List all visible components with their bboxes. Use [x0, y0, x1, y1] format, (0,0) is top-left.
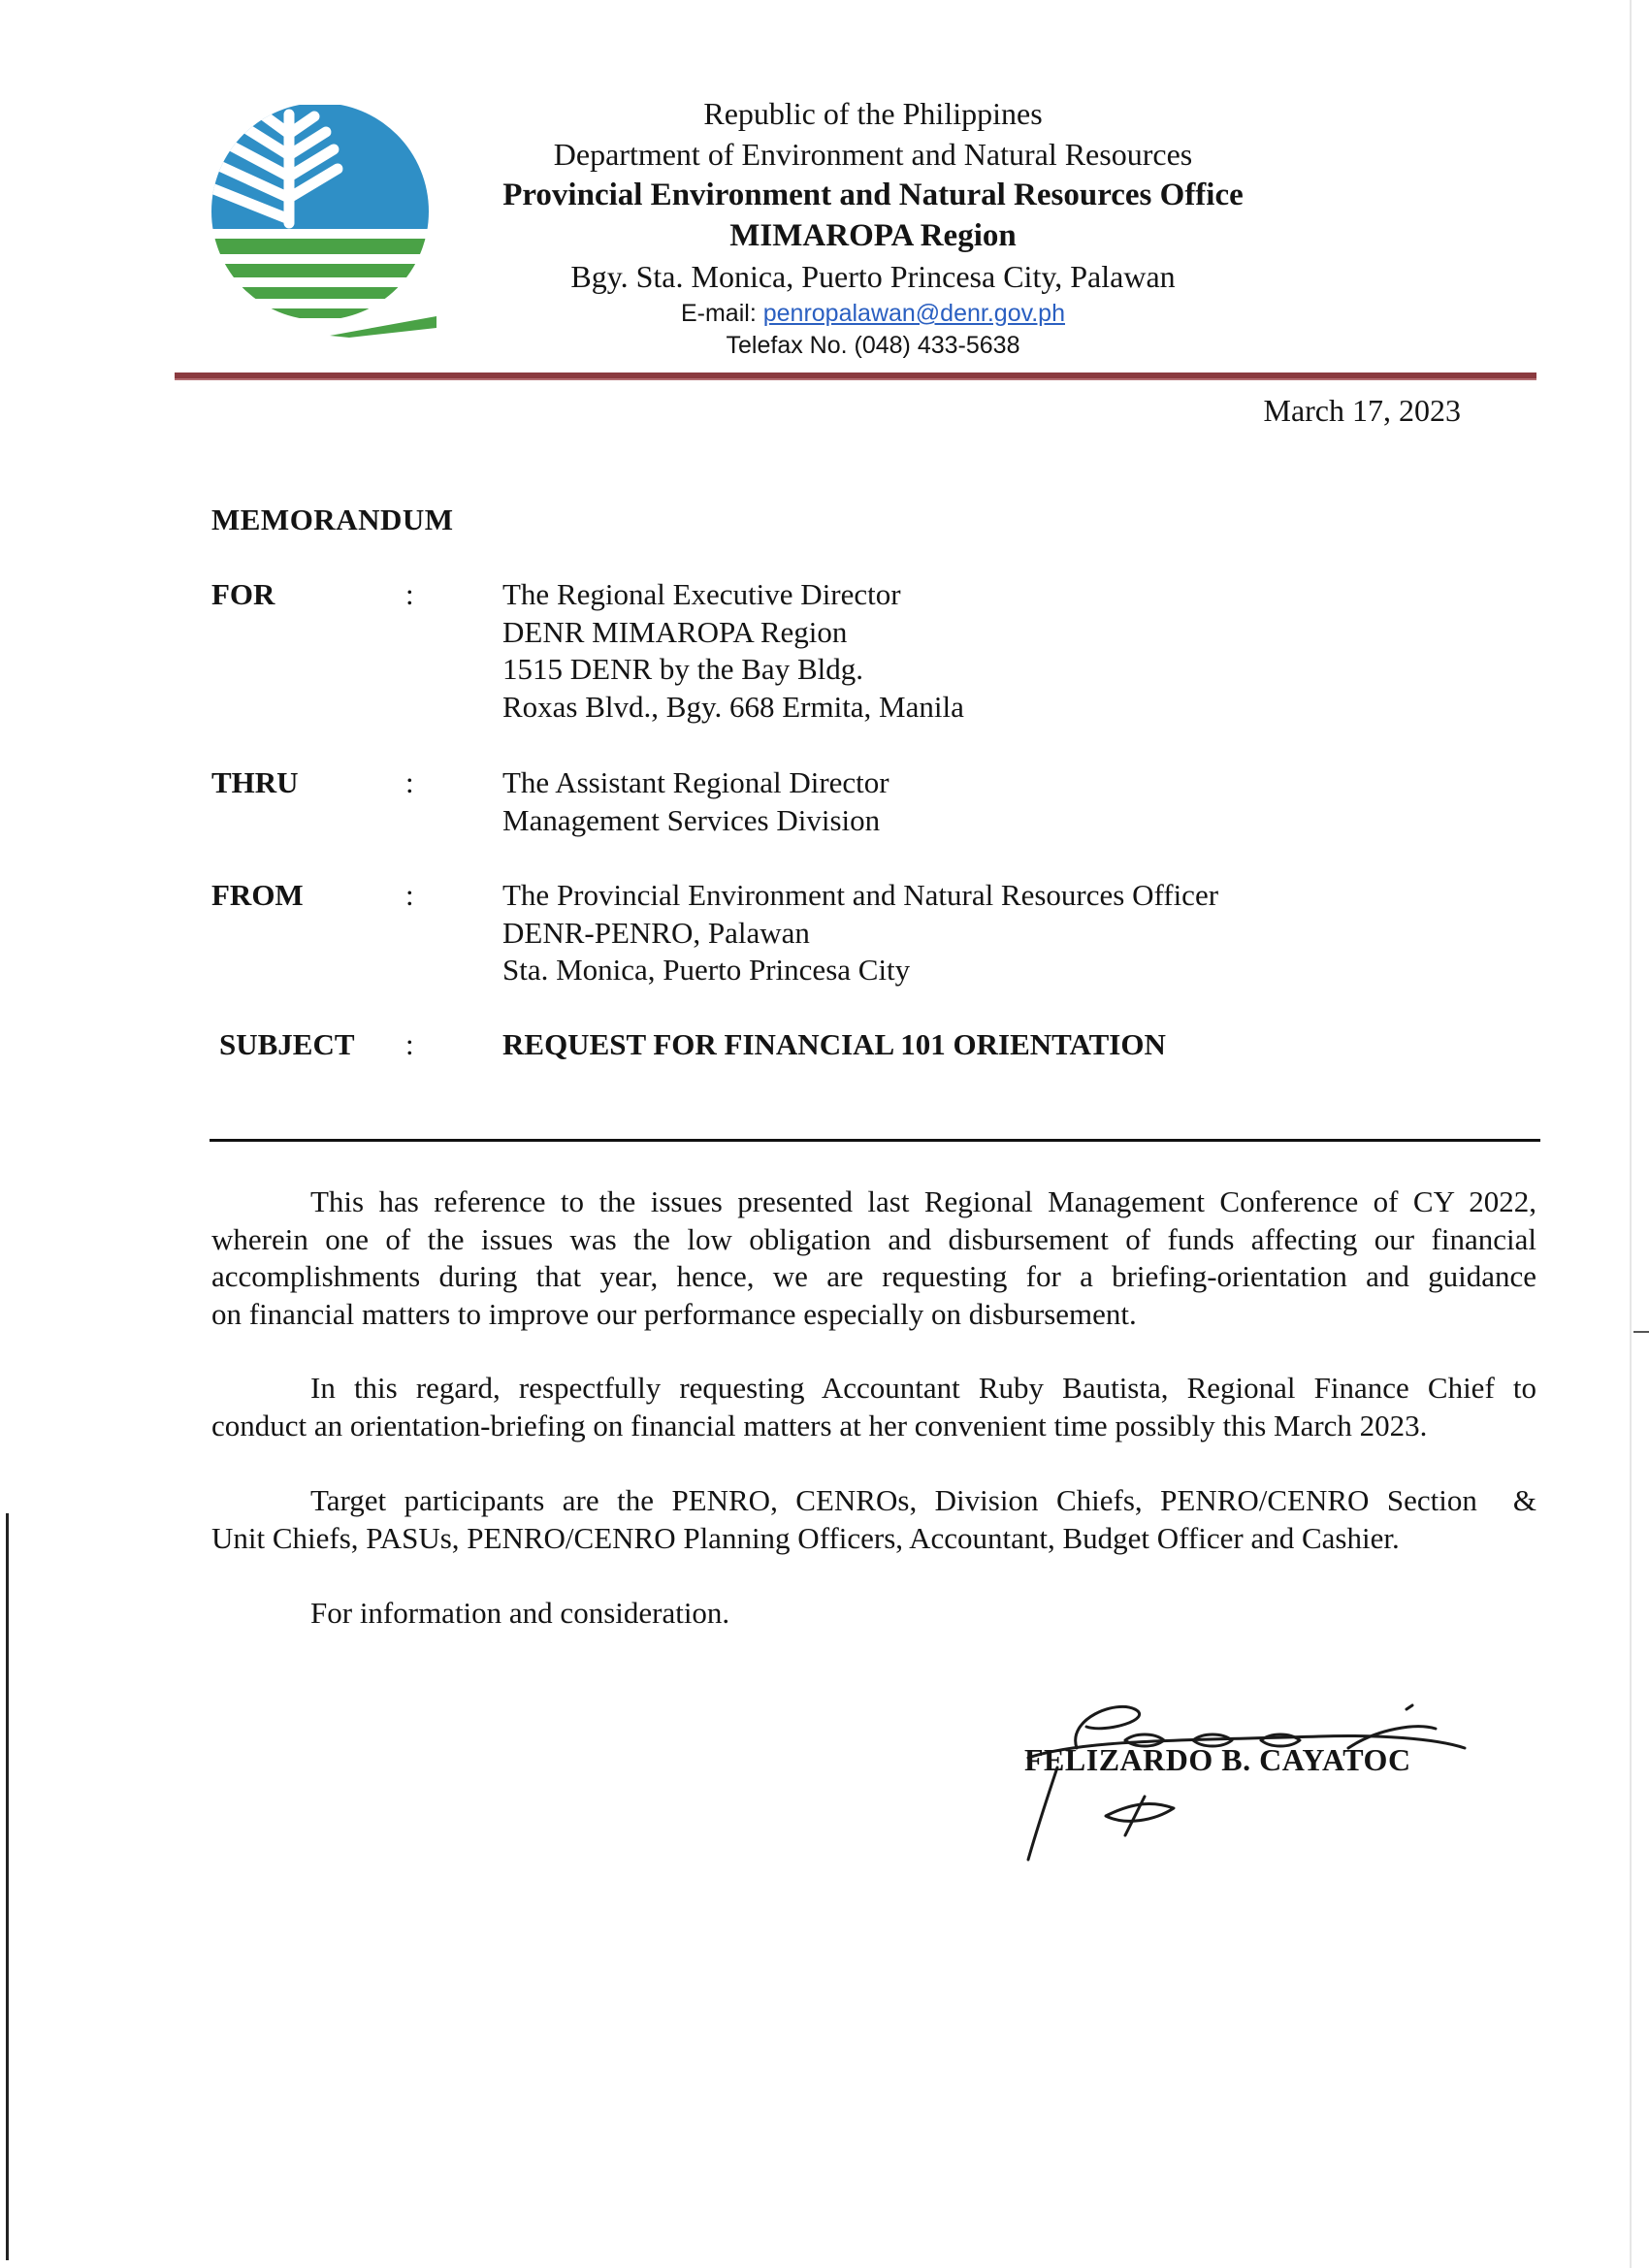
field-value: [502, 764, 889, 839]
letterhead-email-row: [349, 297, 1397, 330]
field-label: SUBJECT: [219, 1027, 355, 1061]
field-value: [502, 877, 1218, 989]
field-line: The Assistant Regional Director: [502, 765, 889, 799]
header-divider: [175, 373, 1536, 380]
scan-mark: [1633, 1331, 1649, 1333]
field-colon: :: [405, 878, 414, 912]
letterhead-region: MIMAROPA Region: [729, 218, 1017, 253]
letterhead-department: Department of Environment and Natural Resources: [553, 137, 1193, 172]
body-paragraph-4: [211, 1595, 1536, 1633]
field-line: The Provincial Environment and Natural Resources Officer: [502, 878, 1219, 912]
body-paragraph-2: [211, 1370, 1536, 1444]
paragraph-line: For information and consideration.: [310, 1596, 730, 1630]
subject-value: REQUEST FOR FINANCIAL 101 ORIENTATION: [502, 1027, 1166, 1061]
paragraph-line: In this regard, respectfully requesting Accountant Ruby Bautista, Regional Finance Chief to: [310, 1371, 1536, 1405]
subject-divider: [210, 1139, 1540, 1142]
paragraph-line: on financial matters to improve our performance especially on disbursement.: [211, 1296, 1137, 1331]
email-label: E-mail:: [680, 300, 757, 327]
field-line: Sta. Monica, Puerto Princesa City: [502, 953, 911, 987]
scan-edge-right: [1630, 0, 1632, 2268]
field-colon: :: [405, 577, 414, 611]
field-label: THRU: [211, 765, 299, 799]
field-line: Management Services Division: [502, 802, 881, 837]
field-value: [502, 576, 964, 726]
field-label: FROM: [211, 878, 304, 912]
letterhead-telefax: Telefax No. (048) 433-5638: [726, 332, 1020, 359]
field-label: FOR: [211, 577, 275, 611]
field-line: DENR-PENRO, Palawan: [502, 915, 810, 950]
letterhead-office: Provincial Environment and Natural Resources Office: [502, 178, 1244, 212]
field-line: The Regional Executive Director: [502, 577, 901, 611]
paragraph-line: Target participants are the PENRO, CENROs, Division Chiefs, PENRO/CENRO Section &: [310, 1483, 1536, 1517]
paragraph-line: Unit Chiefs, PASUs, PENRO/CENRO Planning Officers, Accountant, Budget Officer and Cashier.: [211, 1520, 1400, 1555]
paragraph-line: This has reference to the issues presented last Regional Management Conference of CY 2022,: [310, 1184, 1536, 1218]
field-value: [502, 1026, 1166, 1064]
paragraph-line: wherein one of the issues was the low obligation and disbursement of funds affecting our financial: [211, 1221, 1536, 1256]
body-paragraph-3: [211, 1482, 1536, 1557]
memo-title: MEMORANDUM: [211, 502, 454, 536]
field-colon: :: [405, 765, 414, 799]
memo-date: March 17, 2023: [1263, 393, 1461, 428]
field-colon: :: [405, 1027, 414, 1061]
letterhead: [349, 93, 1397, 361]
field-line: Roxas Blvd., Bgy. 668 Ermita, Manila: [502, 689, 964, 724]
letterhead-country: Republic of the Philippines: [703, 96, 1043, 131]
body-paragraph-1: [211, 1183, 1536, 1333]
paragraph-line: conduct an orientation-briefing on financial matters at her convenient time possibly this March 2023.: [211, 1408, 1428, 1442]
letterhead-address: Bgy. Sta. Monica, Puerto Princesa City, Palawan: [570, 259, 1176, 294]
paragraph-line: accomplishments during that year, hence, we are requesting for a briefing-orientation and guidance: [211, 1259, 1536, 1293]
signatory-name: FELIZARDO B. CAYATOC: [1024, 1742, 1411, 1777]
email-link[interactable]: penropalawan@denr.gov.ph: [762, 300, 1065, 327]
field-line: DENR MIMAROPA Region: [502, 614, 848, 649]
field-line: 1515 DENR by the Bay Bldg.: [502, 652, 863, 686]
scan-edge-left: [6, 1513, 9, 2260]
